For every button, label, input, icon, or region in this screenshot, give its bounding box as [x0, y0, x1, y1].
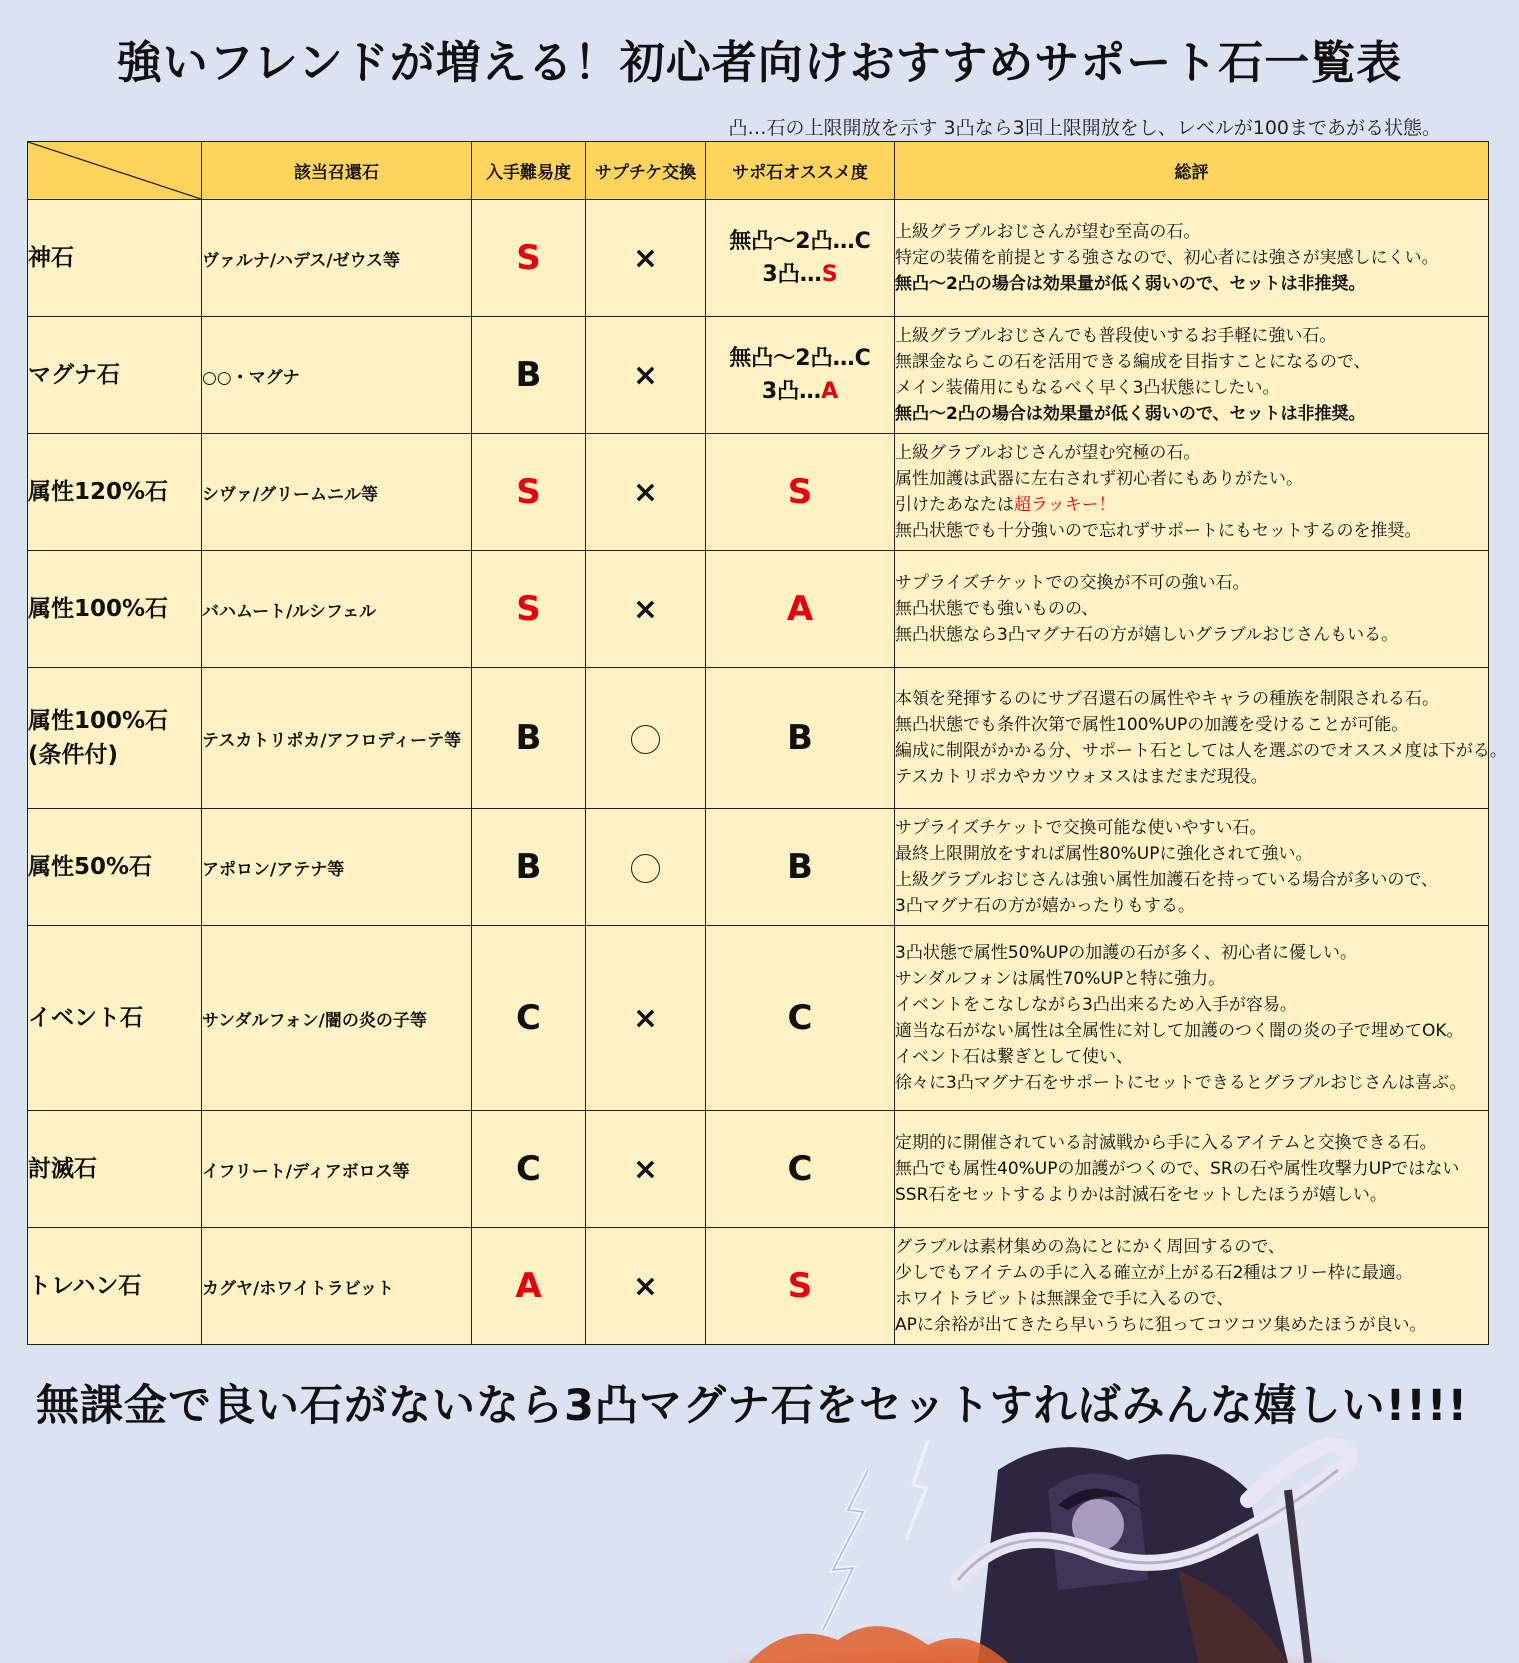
review-cell	[895, 668, 1507, 809]
recommend-line1: 無凸～2凸…C	[729, 229, 871, 254]
review-line-bold: 無凸～2凸の場合は効果量が低く弱いので、セットは非推奨。	[895, 274, 1366, 294]
review-cell	[895, 434, 1489, 551]
review-line: 上級グラブルおじさんが望む至高の石。	[895, 222, 1201, 242]
review-line: SSR石をセットするよりかは討滅石をセットしたほうが嬉しい。	[895, 1185, 1387, 1205]
review-line: 徐々に3凸マグナ石をサポートにセットできるとグラブルおじさんは喜ぶ。	[895, 1073, 1467, 1093]
recommend-grade: A	[821, 379, 839, 404]
exchange-circle-mark	[631, 725, 660, 754]
recommend-grade: B	[706, 668, 895, 809]
review-cell	[895, 1111, 1489, 1228]
review-cell	[895, 551, 1489, 668]
header-corner	[28, 142, 202, 200]
summon-cell: バハムート/ルシフェル	[202, 551, 472, 668]
difficulty-grade: C	[472, 926, 586, 1111]
recommend-grade: C	[706, 1111, 895, 1228]
recommend-cell	[706, 200, 895, 317]
header-exchange: サプチケ交換	[586, 142, 706, 200]
difficulty-grade: C	[472, 1111, 586, 1228]
summon-cell: イフリート/ディアボロス等	[202, 1111, 472, 1228]
recommend-grade: S	[821, 262, 838, 287]
table-row-showdown-stone	[28, 1111, 1489, 1228]
exchange-mark: ×	[586, 317, 706, 434]
character-illustration-art	[728, 1430, 1519, 1663]
review-line: イベントをこなしながら3凸出来るため入手が容易。	[895, 995, 1297, 1015]
review-line: 無凸状態でも強いものの、	[895, 599, 1099, 619]
review-cell	[895, 1228, 1489, 1345]
table-row-treasure-hunt-stone	[28, 1228, 1489, 1345]
review-cell	[895, 809, 1489, 926]
review-line: 定期的に開催されている討滅戦から手に入るアイテムと交換できる石。	[895, 1133, 1437, 1153]
category-cell: トレハン石	[28, 1228, 202, 1345]
review-line: テスカトリポカやカツウォヌスはまだまだ現役。	[895, 767, 1268, 787]
review-cell	[895, 926, 1489, 1111]
review-line: イベント石は繋ぎとして使い、	[895, 1047, 1133, 1067]
table-row-magna-stone	[28, 317, 1489, 434]
table-row-event-stone	[28, 926, 1489, 1111]
review-line: 特定の装備を前提とする強さなので、初心者には強さが実感しにくい。	[895, 248, 1439, 268]
header-review: 総評	[895, 142, 1489, 200]
recommend-line2	[706, 258, 894, 291]
review-line: サプライズチケットで交換可能な使いやすい石。	[895, 818, 1267, 838]
exchange-mark: ×	[586, 1111, 706, 1228]
review-line: 上級グラブルおじさんでも普段使いするお手軽に強い石。	[895, 326, 1337, 346]
table-row-element-100-conditional-stone	[28, 668, 1489, 809]
exchange-mark: ×	[586, 200, 706, 317]
legend-note: 凸…石の上限開放を示す 3凸なら3回上限開放をし、レベルが100まであがる状態。	[728, 117, 1441, 139]
exchange-mark: ×	[586, 434, 706, 551]
category-line2: (条件付)	[28, 742, 119, 768]
review-line: 3凸状態で属性50%UPの加護の石が多く、初心者に優しい。	[895, 943, 1357, 963]
table-row-element-120-stone	[28, 434, 1489, 551]
review-line: 本領を発揮するのにサブ召還石の属性やキャラの種族を制限される石。	[895, 689, 1439, 709]
review-highlight: 超ラッキー！	[1014, 495, 1116, 515]
difficulty-grade: B	[472, 668, 586, 809]
review-line: 無凸状態でも条件次第で属性100%UPの加護を受けることが可能。	[895, 715, 1409, 735]
exchange-mark: ×	[586, 1228, 706, 1345]
review-line: メイン装備用にもなるべく早く3凸状態にしたい。	[895, 378, 1280, 398]
diagonal-line	[28, 142, 201, 199]
recommend-prefix: 3凸…	[761, 379, 822, 404]
header-recommend: サポ石オススメ度	[706, 142, 895, 200]
category-cell: イベント石	[28, 926, 202, 1111]
exchange-mark: ×	[586, 926, 706, 1111]
review-line: サンダルフォンは属性70%UPと特に強力。	[895, 969, 1226, 989]
review-line: ホワイトラビットは無課金で手に入るので、	[895, 1289, 1234, 1309]
recommend-line2	[706, 375, 894, 408]
header-difficulty: 入手難易度	[472, 142, 586, 200]
summon-cell: ○○・マグナ	[202, 317, 472, 434]
difficulty-grade: S	[472, 551, 586, 668]
character-illustration	[728, 1430, 1519, 1663]
review-line: APに余裕が出てきたら早いうちに狙ってコツコツ集めたほうが良い。	[895, 1315, 1427, 1335]
recommend-cell	[706, 317, 895, 434]
category-cell: 属性50%石	[28, 809, 202, 926]
summon-cell: アポロン/アテナ等	[202, 809, 472, 926]
category-cell: 神石	[28, 200, 202, 317]
category-cell	[28, 668, 202, 809]
exchange-cell	[586, 668, 706, 809]
review-prefix: 引けたあなたは	[895, 495, 1014, 515]
summon-cell: シヴァ/グリームニル等	[202, 434, 472, 551]
review-line: 少しでもアイテムの手に入る確立が上がる石2種はフリー枠に最適。	[895, 1263, 1413, 1283]
page-title: 強いフレンドが増える！初心者向けおすすめサポート石一覧表	[116, 36, 1403, 89]
review-line: 上級グラブルおじさんは強い属性加護石を持っている場合が多いので、	[895, 870, 1438, 890]
review-line: 無凸でも属性40%UPの加護がつくので、SRの石や属性攻撃力UPではない	[895, 1159, 1460, 1179]
summon-cell: ヴァルナ/ハデス/ゼウス等	[202, 200, 472, 317]
category-cell: 属性120%石	[28, 434, 202, 551]
review-line: 編成に制限がかかる分、サポート石としては人を選ぶのでオススメ度は下がる。	[895, 741, 1507, 761]
bottom-message: 無課金で良い石がないなら3凸マグナ石をセットすればみんな嬉しい!!!!	[36, 1381, 1469, 1431]
category-cell: マグナ石	[28, 317, 202, 434]
review-line: 無凸状態でも十分強いので忘れずサポートにもセットするのを推奨。	[895, 521, 1422, 541]
category-line1: 属性100%石	[28, 708, 169, 734]
summon-cell: カグヤ/ホワイトラビット	[202, 1228, 472, 1345]
category-cell: 討滅石	[28, 1111, 202, 1228]
exchange-cell	[586, 809, 706, 926]
recommend-grade: S	[706, 434, 895, 551]
recommend-line1: 無凸～2凸…C	[729, 346, 871, 371]
review-line-bold: 無凸～2凸の場合は効果量が低く弱いので、セットは非推奨。	[895, 404, 1366, 424]
difficulty-grade: A	[472, 1228, 586, 1345]
review-line: 3凸マグナ石の方が嬉かったりもする。	[895, 896, 1195, 916]
review-line: 適当な石がない属性は全属性に対して加護のつく闇の炎の子で埋めてOK。	[895, 1021, 1464, 1041]
table-row-element-50-stone	[28, 809, 1489, 926]
difficulty-grade: S	[472, 434, 586, 551]
review-cell	[895, 200, 1489, 317]
review-line: 無課金ならこの石を活用できる編成を目指すことになるので、	[895, 352, 1371, 372]
exchange-circle-mark	[631, 854, 660, 883]
review-line: グラブルは素材集めの為にとにかく周回するので、	[895, 1237, 1285, 1257]
recommend-grade: C	[706, 926, 895, 1111]
difficulty-grade: B	[472, 809, 586, 926]
review-line	[895, 492, 1488, 518]
summon-cell: テスカトリポカ/アフロディーテ等	[202, 668, 472, 809]
category-cell: 属性100%石	[28, 551, 202, 668]
review-cell	[895, 317, 1489, 434]
recommend-grade: B	[706, 809, 895, 926]
summon-cell: サンダルフォン/闇の炎の子等	[202, 926, 472, 1111]
review-line: 属性加護は武器に左右されず初心者にもありがたい。	[895, 469, 1303, 489]
recommend-grade: A	[706, 551, 895, 668]
recommend-prefix: 3凸…	[762, 262, 822, 287]
exchange-mark: ×	[586, 551, 706, 668]
recommend-grade: S	[706, 1228, 895, 1345]
review-line: 最終上限開放をすれば属性80%UPに強化されて強い。	[895, 844, 1313, 864]
header-row	[28, 142, 1489, 200]
support-stone-table	[27, 141, 1507, 1345]
header-summon: 該当召還石	[202, 142, 472, 200]
review-line: 上級グラブルおじさんが望む究極の石。	[895, 443, 1201, 463]
review-line: サプライズチケットでの交換が不可の強い石。	[895, 573, 1250, 593]
difficulty-grade: B	[472, 317, 586, 434]
difficulty-grade: S	[472, 200, 586, 317]
table-row-element-100-stone	[28, 551, 1489, 668]
table-row-god-stone	[28, 200, 1489, 317]
review-line: 無凸状態なら3凸マグナ石の方が嬉しいグラブルおじさんもいる。	[895, 625, 1399, 645]
